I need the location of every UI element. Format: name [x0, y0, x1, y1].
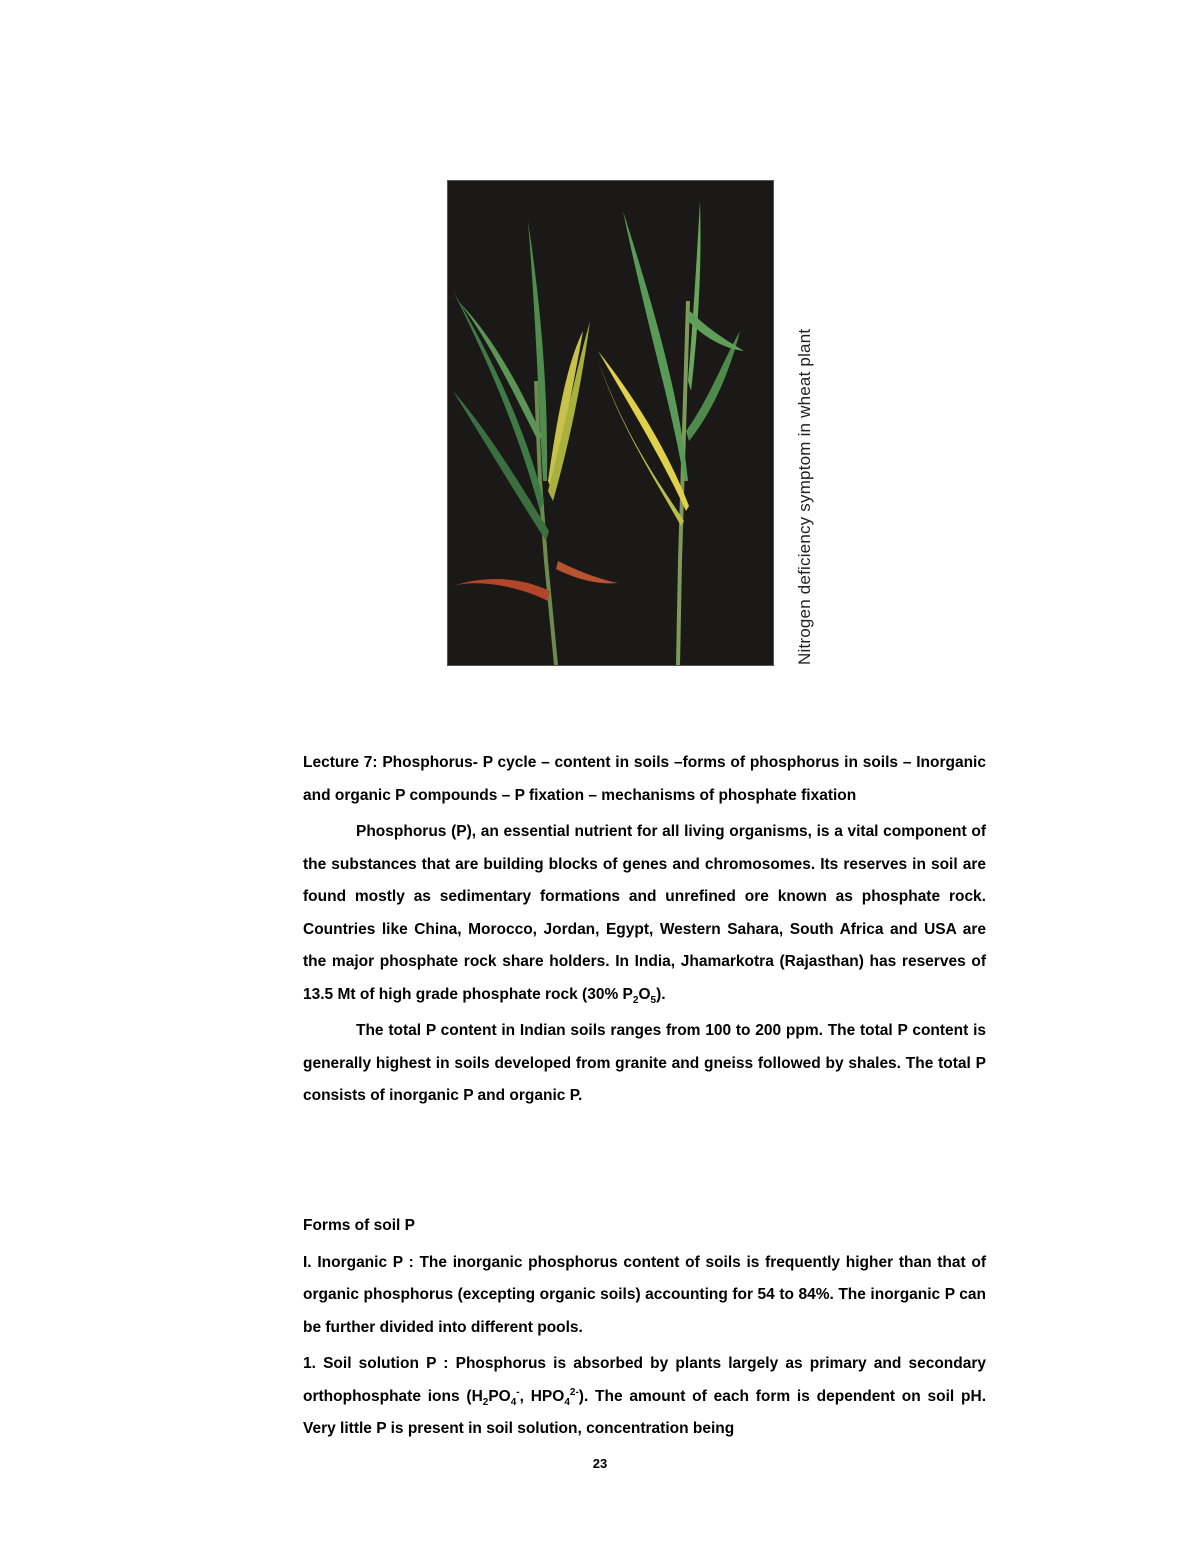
h2po4-subscript-4: 4 — [510, 1396, 517, 1408]
page-number: 23 — [592, 1456, 608, 1471]
figure-caption: Nitrogen deficiency symptom in wheat plant — [795, 328, 814, 665]
intro-paragraph-text: Phosphorus (P), an essential nutrient for all living organisms, is a vital component of the substances that are building blocks of genes and chromosomes. Its reserves in soil are found mostly as sedimentary formations and unrefined ore known as phosphate rock. Countries like China, Morocco, Jordan, Egypt, Western Sahara, South Africa and USA are the major phosphate rock share holders. In India, Jhamarkotra (Rajasthan) has reserves of 13.5 Mt of high grade phosphate rock (30% P — [303, 823, 986, 1003]
lecture-body — [303, 747, 986, 1113]
p2o5-oxygen: O — [638, 985, 651, 1003]
wheat-plant-photo — [447, 180, 774, 666]
lecture-title: Lecture 7: Phosphorus- P cycle – content in soils –forms of phosphorus in soils – Inorganic and organic P compounds – P fixation – mechanisms of phosphate fixation — [303, 754, 986, 804]
h2po4-subscript-2: 2 — [482, 1396, 489, 1408]
hpo4-text: , HPO — [519, 1387, 565, 1405]
hpo4-charge: 2- — [569, 1386, 579, 1398]
intro-paragraph-end: ). — [656, 985, 666, 1003]
soil-solution-text-d: ). The amount of each form is dependent on soil pH. Very little P is present in soil solution, concentration being — [303, 1387, 986, 1437]
soil-solution-paragraph — [303, 1348, 986, 1446]
forms-section — [303, 1210, 986, 1446]
inorganic-p-paragraph — [303, 1247, 986, 1345]
p2o5-subscript-5: 5 — [650, 994, 657, 1006]
soil-solution-text-a: : Phosphorus is absorbed by plants largely as primary and secondary orthophosphate ions (H — [303, 1355, 987, 1405]
hpo4-subscript-4: 4 — [564, 1396, 570, 1408]
inorganic-p-text: : The inorganic phosphorus content of soils is frequently higher than that of organic phosphorus (excepting organic soils) accounting for 54 to 84%. The inorganic P can be further divided into different pools. — [303, 1253, 987, 1336]
soil-solution-label: 1. Soil solution P — [303, 1355, 437, 1372]
total-p-paragraph: The total P content in Indian soils ranges from 100 to 200 ppm. The total P content is generally highest in soils developed from granite and gneiss followed by shales. The total P consists of inorganic P and organic P. — [303, 1022, 986, 1104]
h2po4-po: PO — [488, 1387, 511, 1405]
wheat-plant-illustration — [448, 181, 773, 665]
p2o5-subscript-2: 2 — [632, 994, 639, 1006]
h2po4-charge: - — [516, 1386, 520, 1398]
forms-heading: Forms of soil P — [303, 1217, 415, 1234]
inorganic-p-label: I. Inorganic P — [303, 1253, 403, 1271]
intro-paragraph — [303, 816, 986, 1011]
